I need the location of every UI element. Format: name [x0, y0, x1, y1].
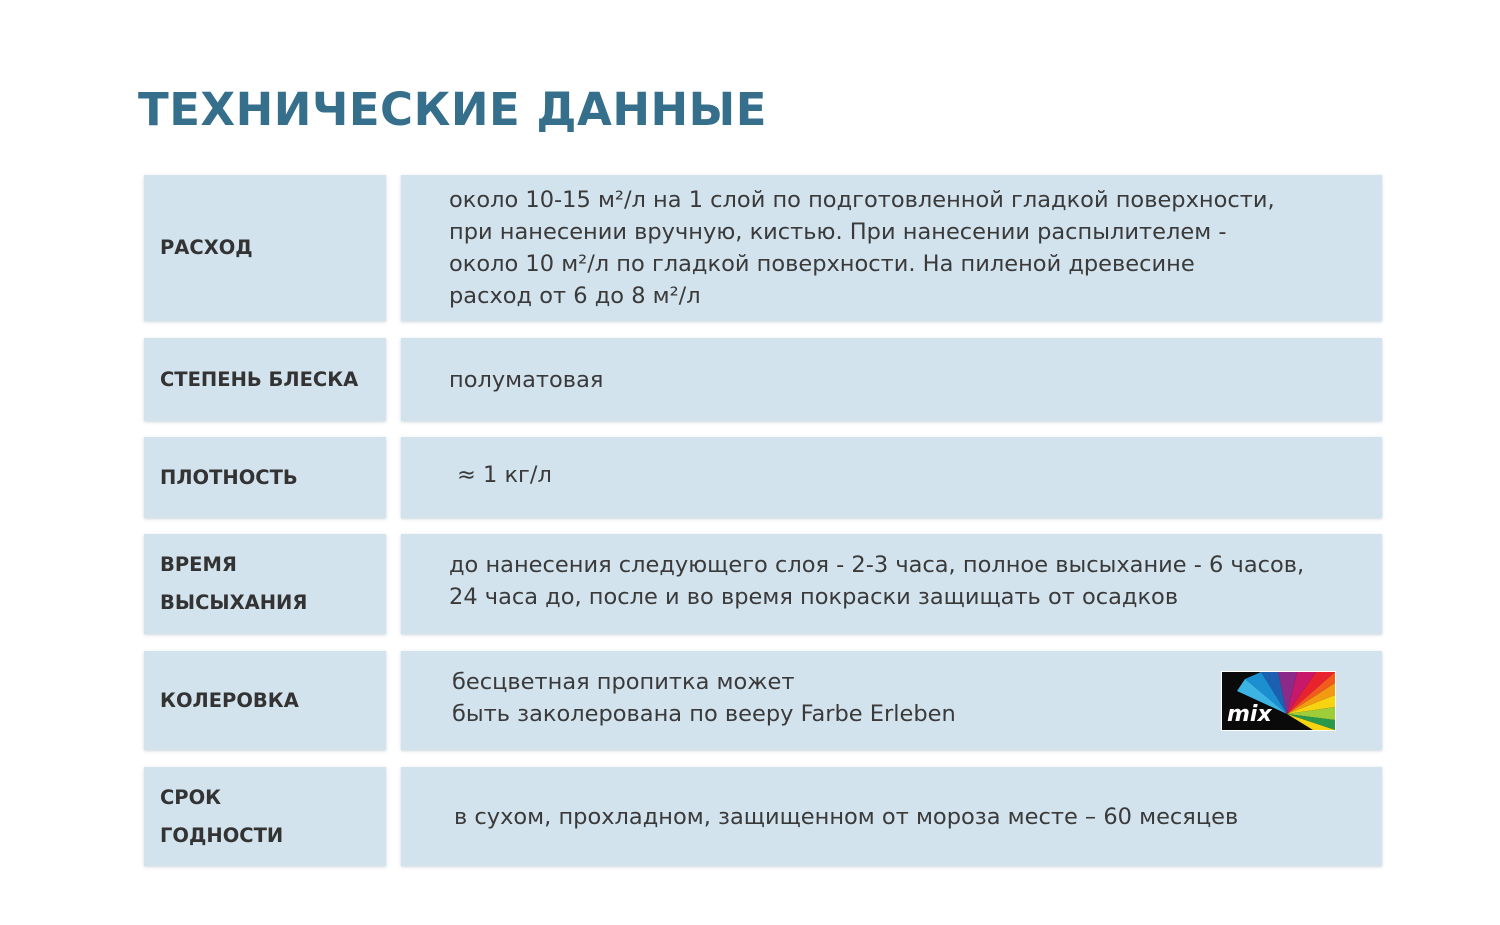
table-row-density [0, 437, 1500, 518]
table-row-tinting [0, 651, 1500, 750]
row-label: ВЫСЫХАНИЯ [160, 591, 308, 614]
table-row-consumption [0, 175, 1500, 321]
row-value-line: при нанесении вручную, кистью. При нанесении распылителем - [449, 219, 1227, 245]
row-label: ВРЕМЯ [160, 553, 237, 576]
value-cell [401, 651, 1382, 750]
value-cell [401, 175, 1382, 321]
row-value-line: расход от 6 до 8 м²/л [449, 283, 701, 309]
row-value-line: до нанесения следующего слоя - 2-3 часа, полное высыхание - 6 часов, [449, 552, 1305, 578]
label-cell [144, 338, 386, 421]
value-cell [401, 437, 1382, 518]
value-cell [401, 338, 1382, 421]
row-label: СРОК [160, 785, 222, 809]
row-value-line: около 10 м²/л по гладкой поверхности. На пиленой древесине [449, 251, 1195, 277]
row-label: РАСХОД [160, 236, 253, 259]
row-value-line: полуматовая [449, 366, 604, 393]
label-cell [144, 534, 386, 634]
mix-logo-text: mix [1227, 702, 1272, 727]
mix-logo-icon [1221, 671, 1336, 731]
row-value-line: в сухом, прохладном, защищенном от мороза месте – 60 месяцев [454, 803, 1239, 830]
value-cell [401, 534, 1382, 634]
row-value-line: около 10-15 м²/л на 1 слой по подготовленной гладкой поверхности, [449, 187, 1275, 213]
label-cell [144, 175, 386, 321]
row-label: СТЕПЕНЬ БЛЕСКА [160, 367, 359, 391]
page-title: ТЕХНИЧЕСКИЕ ДАННЫЕ [138, 83, 768, 136]
row-value-line: быть заколерована по вееру Farbe Erleben [452, 700, 956, 727]
label-cell [144, 437, 386, 518]
label-cell [144, 651, 386, 750]
row-label: КОЛЕРОВКА [160, 688, 299, 712]
label-cell [144, 767, 386, 866]
row-value-line: ≈ 1 кг/л [457, 461, 552, 488]
row-value-line: 24 часа до, после и во время покраски защищать от осадков [449, 584, 1179, 610]
table-row-shelf-life [0, 767, 1500, 866]
row-label: ГОДНОСТИ [160, 823, 284, 847]
row-value-line: бесцветная пропитка может [452, 668, 795, 695]
value-cell [401, 767, 1382, 866]
row-label: ПЛОТНОСТЬ [160, 465, 298, 489]
table-row-gloss [0, 338, 1500, 421]
table-row-drying-time [0, 534, 1500, 634]
